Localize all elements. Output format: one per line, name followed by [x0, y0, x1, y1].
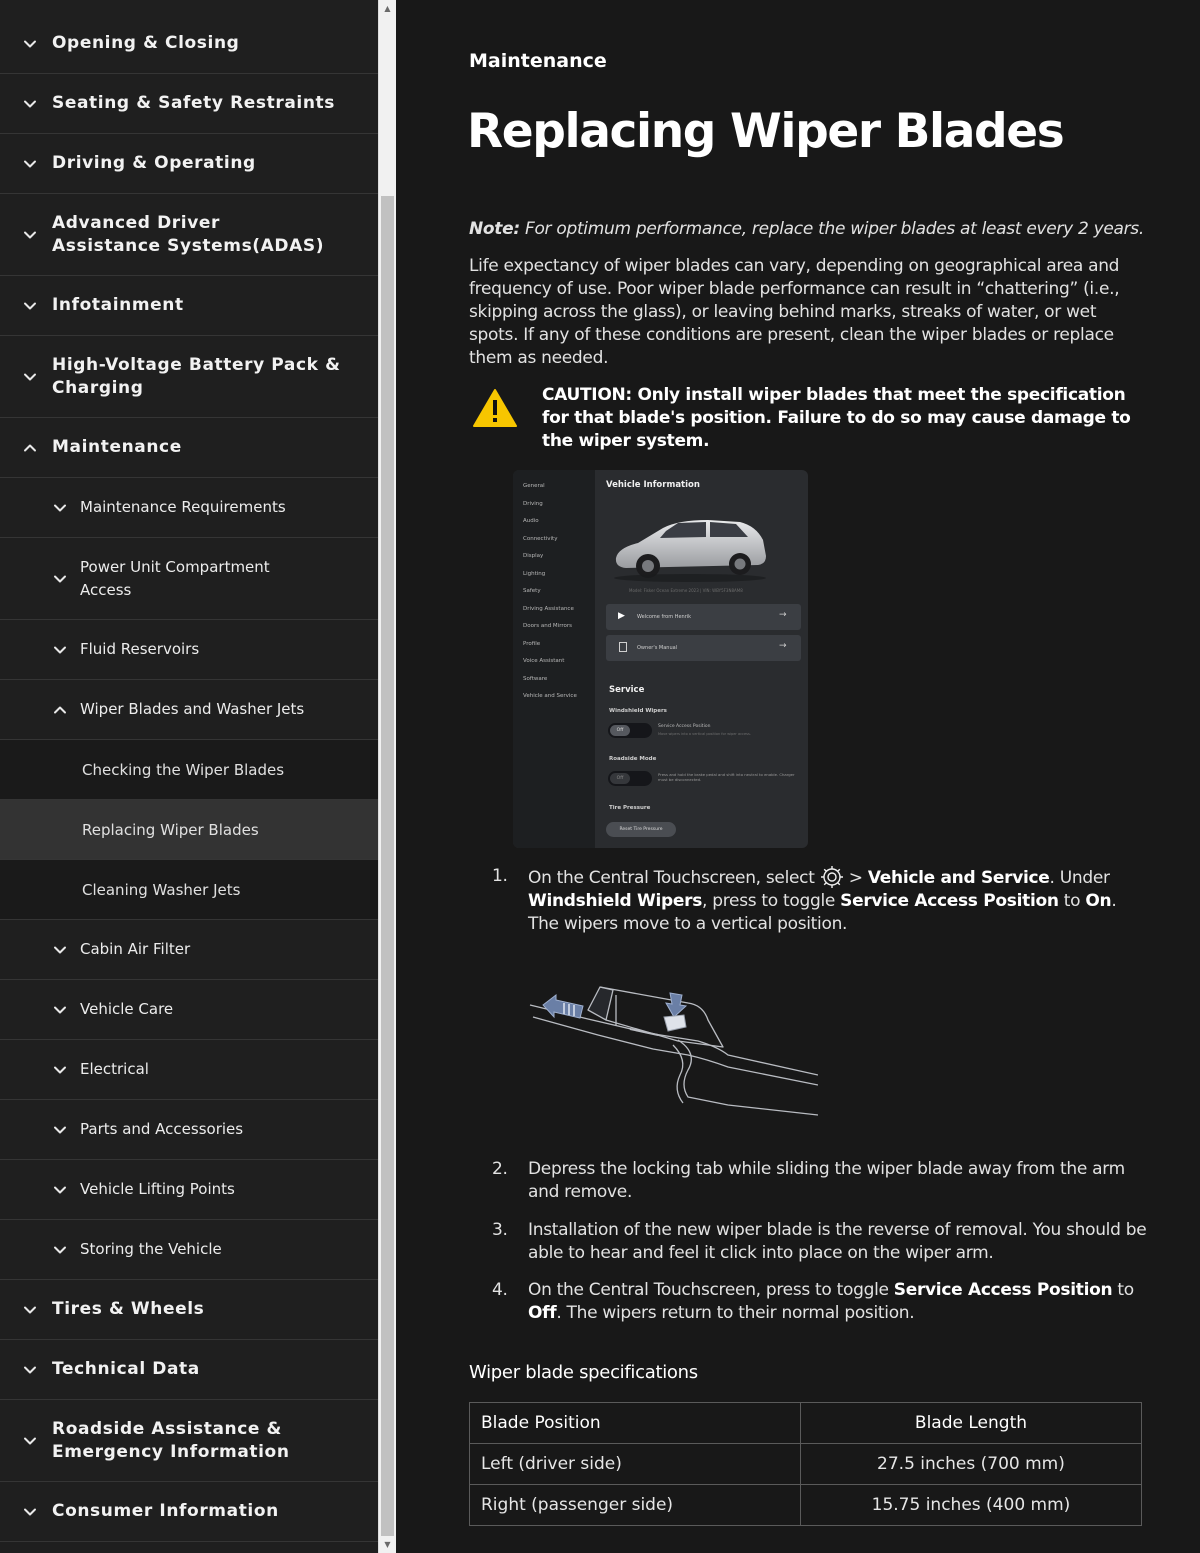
sidebar-item-label — [80, 1058, 149, 1081]
gear-icon — [820, 865, 844, 889]
screen-menu — [513, 470, 595, 848]
screen-windshield-wipers: Windshield Wipers — [609, 708, 667, 714]
step-text: > — [843, 868, 868, 888]
chevron-down-icon[interactable] — [51, 1241, 69, 1259]
screen-menu-item[interactable]: Voice Assistant — [523, 658, 565, 664]
reset-tire-pressure-button[interactable]: Reset Tire Pressure — [606, 822, 676, 837]
sidebar-item-electrical[interactable] — [0, 1040, 378, 1100]
label-line: Technical Data — [52, 1359, 200, 1379]
roadside-toggle[interactable] — [608, 771, 652, 786]
screen-menu-item[interactable]: Profile — [523, 640, 541, 647]
table-row — [470, 1444, 1142, 1485]
toggle-off-label: Off — [610, 725, 630, 736]
chevron-down-icon[interactable] — [51, 1121, 69, 1139]
table-cell: 27.5 inches (700 mm) — [800, 1444, 1141, 1485]
sidebar-item-power-unit-compartment[interactable] — [0, 538, 378, 620]
label-line: Fluid Reservoirs — [80, 640, 200, 658]
sidebar-item-cleaning-washer-jets[interactable] — [0, 860, 378, 920]
label-line: Storing the Vehicle — [80, 1240, 222, 1258]
step-text: . The wipers return to their normal position. — [556, 1303, 915, 1323]
sidebar-item-maintenance-requirements[interactable] — [0, 478, 378, 538]
sidebar-item-label — [82, 821, 259, 839]
sidebar-item-label — [52, 1418, 290, 1464]
ui-term: Windshield Wipers — [528, 891, 703, 911]
sap-desc: Move wipers into a vertical position for wiper access. — [658, 732, 751, 736]
ui-term: On — [1085, 891, 1112, 911]
step-number: 3. — [492, 1220, 508, 1240]
breadcrumb[interactable]: Maintenance — [469, 50, 607, 72]
service-access-toggle[interactable] — [608, 723, 652, 738]
label-line: Infotainment — [52, 295, 184, 315]
label-line: Maintenance — [52, 437, 182, 457]
screen-menu-item[interactable]: Safety — [523, 588, 541, 594]
sidebar-item-infotainment[interactable] — [0, 276, 378, 336]
sidebar-nav — [0, 0, 378, 1553]
sidebar-item-replacing-wiper-blades[interactable] — [0, 800, 378, 860]
label-line: Charging — [52, 377, 144, 398]
sidebar-item-driving-operating[interactable] — [0, 134, 378, 194]
manual-label: Owner's Manual — [637, 645, 678, 651]
chevron-down-icon[interactable] — [51, 641, 69, 659]
label-line: Vehicle Care — [80, 1000, 174, 1018]
note-label: Note: — [469, 219, 520, 239]
chevron-down-icon[interactable] — [51, 1181, 69, 1199]
sidebar-item-advanced-driver[interactable] — [0, 194, 378, 276]
screen-menu-item[interactable]: Lighting — [523, 570, 546, 577]
intro-paragraph: Life expectancy of wiper blades can vary, depending on geographical area and frequency of use. Poor wiper blade performance can result in “chattering” (i.e., skipping across the glass), or leaving behind marks, streaks of water, or wet spots. If any of these conditions are present, clean the wiper blades or replace them as needed. — [469, 256, 1120, 368]
sidebar-item-label — [80, 1178, 235, 1201]
screen-menu-item[interactable]: Driving — [523, 500, 543, 507]
sidebar-item-label — [82, 761, 284, 779]
screen-roadside-mode: Roadside Mode — [609, 756, 657, 762]
label-line: Parts and Accessories — [80, 1120, 244, 1138]
screen-vehicle-info-title: Vehicle Information — [606, 480, 700, 490]
label-line: Opening & Closing — [52, 33, 240, 53]
step-text: Installation of the new wiper blade is the reverse of removal. You should be able to hear and feel it click into place on the wiper arm. — [528, 1220, 1147, 1263]
label-line: Checking the Wiper Blades — [82, 760, 285, 779]
welcome-label: Welcome from Henrik — [637, 614, 692, 620]
sidebar-item-opening-closing[interactable] — [0, 0, 378, 74]
vehicle-image — [608, 510, 773, 585]
step-1 — [492, 865, 1152, 936]
chevron-down-icon[interactable] — [51, 941, 69, 959]
label-line: Maintenance Requirements — [80, 498, 286, 516]
play-icon: ▶ — [618, 611, 625, 621]
sidebar-item-vehicle-lifting-points[interactable] — [0, 1160, 378, 1220]
sidebar-item-label — [80, 1238, 222, 1261]
chevron-down-icon[interactable] — [21, 1432, 39, 1450]
sidebar-item-wiper-blades-and-washer-jets[interactable] — [0, 680, 378, 740]
sidebar-item-label — [80, 698, 304, 721]
chevron-down-icon[interactable] — [21, 368, 39, 386]
sidebar-item-seating-safety-restraints[interactable] — [0, 74, 378, 134]
label-line: Cleaning Washer Jets — [82, 880, 241, 899]
ui-term: Service Access Position — [840, 891, 1059, 911]
sidebar-item-label — [80, 638, 199, 661]
label-line: Wiper Blades and Washer Jets — [80, 700, 305, 718]
step-text: On the Central Touchscreen, press to toggle — [528, 1280, 894, 1300]
sidebar-item-label — [52, 92, 335, 115]
label-line: Vehicle Lifting Points — [80, 1180, 235, 1198]
toggle-off-label: Off — [610, 773, 630, 784]
wiper-blade-illustration — [528, 975, 818, 1120]
sidebar-item-consumer-information[interactable] — [0, 1482, 378, 1542]
scroll-down-arrow[interactable]: ▼ — [384, 1540, 391, 1549]
chevron-down-icon[interactable] — [51, 1001, 69, 1019]
sidebar-item-parts-and-accessories[interactable] — [0, 1100, 378, 1160]
chevron-down-icon[interactable] — [51, 570, 69, 588]
sidebar-item-storing-the-vehicle[interactable] — [0, 1220, 378, 1280]
step-text: Depress the locking tab while sliding the wiper blade away from the arm and remove. — [528, 1159, 1125, 1202]
chevron-down-icon[interactable] — [21, 1503, 39, 1521]
sidebar-item-roadside-assistance[interactable] — [0, 1400, 378, 1482]
manual-icon — [619, 642, 627, 652]
sidebar-item-label — [52, 212, 324, 258]
screen-menu-item[interactable]: Software — [523, 675, 548, 682]
arrow-left-icon — [543, 995, 583, 1018]
step-2 — [492, 1158, 1152, 1204]
step-text: , press to toggle — [702, 891, 841, 911]
sidebar-item-label — [52, 1358, 200, 1381]
sidebar-item-cabin-air-filter[interactable] — [0, 920, 378, 980]
chevron-up-icon[interactable] — [51, 701, 69, 719]
table-cell: 15.75 inches (400 mm) — [800, 1485, 1141, 1526]
step-text: to — [1058, 891, 1086, 911]
sidebar-item-label — [52, 32, 239, 55]
page-title: Replacing Wiper Blades — [467, 104, 1064, 159]
screen-model-line: Model: Fisker Ocean Extreme 2023 | VIN: WBY5F3N8AM8 — [629, 588, 743, 593]
note-paragraph — [469, 218, 1149, 241]
step-3 — [492, 1219, 1152, 1265]
arrow-right-icon: → — [779, 641, 787, 651]
label-line: Replacing Wiper Blades — [82, 820, 259, 839]
article-content — [396, 0, 1200, 1553]
screen-menu-item[interactable]: Audio — [523, 518, 539, 524]
ui-term: Service Access Position — [893, 1280, 1113, 1300]
screen-menu-item[interactable]: Driving Assistance — [523, 605, 574, 612]
chevron-up-icon[interactable] — [21, 439, 39, 457]
warning-triangle-icon — [472, 388, 518, 428]
scroll-thumb[interactable] — [381, 196, 394, 1536]
sidebar-item-label — [82, 881, 240, 899]
sidebar-item-label — [52, 354, 341, 400]
chevron-down-icon[interactable] — [21, 95, 39, 113]
step-number: 2. — [492, 1159, 508, 1179]
label-line: Consumer Information — [52, 1501, 279, 1521]
screen-menu-item[interactable]: Vehicle and Service — [523, 693, 577, 699]
caution-text: CAUTION: Only install wiper blades that meet the specification for that blade's position. Failure to do so may cause damage to the wiper system. — [542, 385, 1131, 451]
label-line: Access — [80, 580, 132, 599]
owners-manual-row[interactable] — [606, 635, 801, 661]
step-4 — [492, 1279, 1152, 1325]
sidebar-item-label — [52, 436, 182, 459]
chevron-down-icon[interactable] — [21, 155, 39, 173]
sidebar-item-fluid-reservoirs[interactable] — [0, 620, 378, 680]
sidebar-item-technical-data[interactable] — [0, 1340, 378, 1400]
chevron-down-icon[interactable] — [21, 1361, 39, 1379]
screen-tire-pressure: Tire Pressure — [609, 805, 651, 811]
touchscreen-image — [513, 470, 808, 848]
sap-title: Service Access Position — [658, 724, 711, 729]
roadside-desc: Press and hold the brake pedal and shift into neutral to enable. Charger must be disconnected. — [658, 772, 795, 782]
sidebar-item-label — [52, 294, 184, 317]
scrollbar[interactable] — [378, 0, 396, 1553]
sidebar-item-label — [80, 496, 286, 519]
step-text: . The wipers move to a vertical position. — [528, 891, 1117, 934]
chevron-down-icon[interactable] — [21, 297, 39, 315]
label-line: Driving & Operating — [52, 153, 256, 173]
note-text: For optimum performance, replace the wiper blades at least every 2 years. — [519, 219, 1144, 239]
column-header: Blade Position — [470, 1403, 801, 1444]
chevron-down-icon[interactable] — [21, 35, 39, 53]
label-line: Electrical — [80, 1060, 149, 1078]
sidebar-item-checking-the-wiper-blades[interactable] — [0, 740, 378, 800]
label-line: High-Voltage Battery Pack & — [52, 354, 341, 375]
label-line: Seating & Safety Restraints — [52, 93, 335, 113]
ui-term: Vehicle and Service — [867, 868, 1050, 888]
sidebar-item-label — [52, 1298, 204, 1321]
sidebar-item-high-voltage-battery-pack[interactable] — [0, 336, 378, 418]
sidebar-item-maintenance[interactable] — [0, 418, 378, 478]
column-header: Blade Length — [800, 1403, 1141, 1444]
sidebar-item-label — [80, 938, 190, 961]
table-cell: Left (driver side) — [470, 1444, 801, 1485]
label-line: Roadside Assistance & — [52, 1418, 282, 1439]
spec-table-title: Wiper blade specifications — [469, 1362, 698, 1383]
arrow-right-icon: → — [779, 610, 787, 620]
screen-menu-item[interactable]: Doors and Mirrors — [523, 623, 573, 629]
sidebar-item-label — [52, 152, 256, 175]
sidebar-item-tires-wheels[interactable] — [0, 1280, 378, 1340]
step-text: On the Central Touchscreen, select — [528, 868, 820, 888]
table-cell: Right (passenger side) — [470, 1485, 801, 1526]
sidebar-item-label — [52, 1500, 279, 1523]
step-number: 4. — [492, 1280, 508, 1300]
sidebar-item-label — [80, 1118, 243, 1141]
chevron-down-icon[interactable] — [21, 1301, 39, 1319]
spec-table — [469, 1402, 1142, 1526]
label-line: Cabin Air Filter — [80, 940, 191, 958]
table-header-row — [470, 1403, 1142, 1444]
ui-term: Off — [528, 1303, 557, 1323]
step-number: 1. — [492, 866, 508, 886]
table-row — [470, 1485, 1142, 1526]
chevron-down-icon[interactable] — [21, 226, 39, 244]
sidebar-item-vehicle-care[interactable] — [0, 980, 378, 1040]
label-line: Advanced Driver — [52, 212, 220, 233]
label-line: Tires & Wheels — [52, 1299, 205, 1319]
screen-menu-item[interactable]: General — [523, 483, 545, 489]
scroll-up-arrow[interactable]: ▲ — [384, 4, 391, 13]
chevron-down-icon[interactable] — [51, 499, 69, 517]
sidebar-item-label — [80, 998, 173, 1021]
sidebar-item-label — [80, 556, 270, 602]
screen-menu-item[interactable]: Connectivity — [523, 535, 558, 542]
chevron-down-icon[interactable] — [51, 1061, 69, 1079]
label-line: Power Unit Compartment — [80, 557, 270, 576]
screen-service-title: Service — [609, 685, 645, 695]
step-text: to — [1112, 1280, 1134, 1300]
label-line: Emergency Information — [52, 1441, 290, 1462]
screen-menu-item[interactable]: Display — [523, 553, 544, 559]
welcome-row[interactable] — [606, 604, 801, 630]
label-line: Assistance Systems(ADAS) — [52, 235, 325, 256]
step-text: . Under — [1049, 868, 1110, 888]
